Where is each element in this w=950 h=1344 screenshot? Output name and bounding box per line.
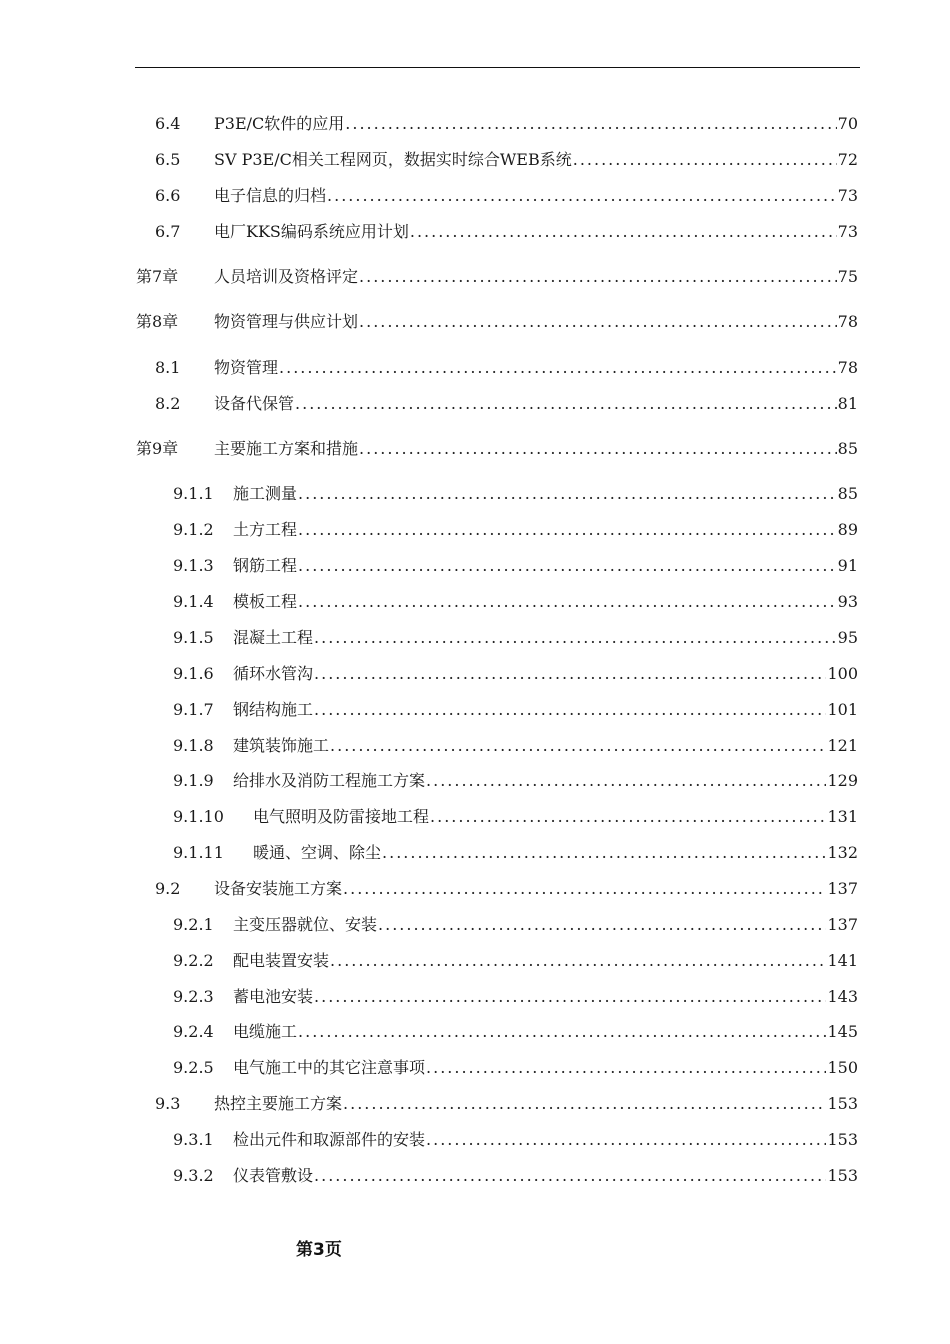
toc-entry-number: 9.2.2 xyxy=(173,951,214,970)
toc-entry-number: 9.1.7 xyxy=(173,700,214,719)
toc-entry[interactable] xyxy=(173,947,858,971)
toc-entry-title: 电缆施工 xyxy=(233,1022,298,1041)
toc-entry[interactable] xyxy=(173,660,858,684)
toc-dot-leader xyxy=(314,987,826,1007)
toc-dot-leader xyxy=(359,439,837,459)
toc-entry[interactable] xyxy=(136,308,858,332)
toc-entry-page: 85 xyxy=(837,484,858,503)
toc-entry-number: 9.3 xyxy=(155,1094,181,1113)
toc-entry-title: 主要施工方案和措施 xyxy=(214,439,359,458)
toc-entry-title: 配电装置安装 xyxy=(233,951,330,970)
toc-entry-number: 8.1 xyxy=(155,358,181,377)
toc-dot-leader xyxy=(298,520,837,540)
toc-entry-page: 89 xyxy=(837,520,858,539)
toc-entry[interactable] xyxy=(173,1126,858,1150)
toc-dot-leader xyxy=(279,358,837,378)
toc-entry[interactable] xyxy=(155,110,858,134)
toc-entry-title: 蓄电池安装 xyxy=(233,987,314,1006)
toc-entry-page: 73 xyxy=(837,222,858,241)
toc-entry-page: 131 xyxy=(827,807,858,826)
toc-entry-title: 给排水及消防工程施工方案 xyxy=(233,771,426,790)
toc-entry-number: 9.1.6 xyxy=(173,664,214,683)
toc-entry-page: 93 xyxy=(837,592,858,611)
toc-entry-number: 9.1.2 xyxy=(173,520,214,539)
toc-entry-page: 85 xyxy=(837,439,858,458)
toc-dot-leader xyxy=(314,664,826,684)
toc-entry-title: 电气照明及防雷接地工程 xyxy=(253,807,430,826)
toc-entry-title: 设备安装施工方案 xyxy=(214,879,343,898)
toc-entry[interactable] xyxy=(173,1162,858,1186)
toc-entry[interactable] xyxy=(136,435,858,459)
toc-entry-title: SV P3E/C相关工程网页，数据实时综合WEB系统 xyxy=(214,150,572,169)
toc-dot-leader xyxy=(314,628,837,648)
toc-entry-number: 9.1.8 xyxy=(173,736,214,755)
toc-entry-page: 73 xyxy=(837,186,858,205)
toc-entry-page: 95 xyxy=(837,628,858,647)
toc-entry-number: 9.1.1 xyxy=(173,484,214,503)
toc-entry-title: 物资管理与供应计划 xyxy=(214,312,359,331)
toc-entry[interactable] xyxy=(173,480,858,504)
toc-entry-number: 6.4 xyxy=(155,114,181,133)
toc-entry-title: 循环水管沟 xyxy=(233,664,314,683)
toc-entry-page: 72 xyxy=(837,150,858,169)
toc-entry-number: 8.2 xyxy=(155,394,181,413)
toc-entry-number: 9.1.11 xyxy=(173,843,224,862)
toc-entry-page: 78 xyxy=(837,312,858,331)
toc-dot-leader xyxy=(298,1022,826,1042)
toc-entry-number: 6.5 xyxy=(155,150,181,169)
toc-entry-title: 人员培训及资格评定 xyxy=(214,267,359,286)
toc-entry-number: 6.6 xyxy=(155,186,181,205)
toc-entry-title: 混凝土工程 xyxy=(233,628,314,647)
toc-dot-leader xyxy=(343,1094,826,1114)
toc-dot-leader xyxy=(345,114,836,134)
toc-entry[interactable] xyxy=(173,839,858,863)
toc-dot-leader xyxy=(298,556,837,576)
toc-entry-number: 9.2.3 xyxy=(173,987,214,1006)
toc-entry[interactable] xyxy=(173,767,858,791)
toc-entry-page: 78 xyxy=(837,358,858,377)
toc-entry-title: 电气施工中的其它注意事项 xyxy=(233,1058,426,1077)
toc-entry-page: 91 xyxy=(837,556,858,575)
toc-entry[interactable] xyxy=(173,983,858,1007)
toc-entry[interactable] xyxy=(173,1054,858,1078)
toc-entry-number: 9.1.10 xyxy=(173,807,224,826)
toc-entry-page: 132 xyxy=(827,843,858,862)
toc-entry[interactable] xyxy=(173,588,858,612)
header-rule xyxy=(135,67,860,68)
toc-entry-number: 9.2 xyxy=(155,879,181,898)
toc-entry-number: 6.7 xyxy=(155,222,181,241)
toc-entry[interactable] xyxy=(173,516,858,540)
toc-dot-leader xyxy=(314,700,826,720)
toc-dot-leader xyxy=(330,951,826,971)
toc-dot-leader xyxy=(359,312,837,332)
toc-entry-title: 设备代保管 xyxy=(214,394,295,413)
toc-entry-title: 主变压器就位、安装 xyxy=(233,915,378,934)
toc-entry-number: 9.3.2 xyxy=(173,1166,214,1185)
toc-entry[interactable] xyxy=(155,354,858,378)
toc-entry-number: 9.1.3 xyxy=(173,556,214,575)
toc-entry-title: 电厂KKS编码系统应用计划 xyxy=(214,222,409,241)
toc-entry-page: 141 xyxy=(827,951,858,970)
toc-entry-number: 第8章 xyxy=(136,312,179,331)
toc-entry[interactable] xyxy=(155,390,858,414)
toc-entry-page: 153 xyxy=(827,1130,858,1149)
toc-entry-page: 150 xyxy=(827,1058,858,1077)
toc-entry[interactable] xyxy=(136,263,858,287)
toc-dot-leader xyxy=(430,807,826,827)
toc-entry-page: 145 xyxy=(827,1022,858,1041)
toc-entry-number: 9.3.1 xyxy=(173,1130,214,1149)
toc-entry-title: 仪表管敷设 xyxy=(233,1166,314,1185)
toc-dot-leader xyxy=(573,150,837,170)
toc-entry-title: 电子信息的归档 xyxy=(214,186,327,205)
toc-entry[interactable] xyxy=(173,552,858,576)
toc-entry-number: 第9章 xyxy=(136,439,179,458)
page-footer: 第3页 xyxy=(296,1240,342,1260)
toc-entry-title: 施工测量 xyxy=(233,484,298,503)
toc-entry-page: 121 xyxy=(827,736,858,755)
toc-dot-leader xyxy=(382,843,826,863)
toc-entry-number: 9.2.5 xyxy=(173,1058,214,1077)
toc-entry-title: 物资管理 xyxy=(214,358,279,377)
toc-entry[interactable] xyxy=(173,911,858,935)
toc-entry[interactable] xyxy=(155,1090,858,1114)
toc-dot-leader xyxy=(330,736,826,756)
toc-dot-leader xyxy=(426,771,826,791)
toc-entry-title: 土方工程 xyxy=(233,520,298,539)
toc-entry-number: 第7章 xyxy=(136,267,179,286)
toc-dot-leader xyxy=(426,1058,826,1078)
toc-entry-page: 137 xyxy=(827,915,858,934)
toc-dot-leader xyxy=(314,1166,826,1186)
toc-entry[interactable] xyxy=(173,1018,858,1042)
toc-entry[interactable] xyxy=(173,803,858,827)
toc-entry[interactable] xyxy=(155,875,858,899)
toc-entry-page: 70 xyxy=(837,114,858,133)
toc-entry-page: 137 xyxy=(827,879,858,898)
toc-entry[interactable] xyxy=(155,146,858,170)
toc-entry-page: 100 xyxy=(827,664,858,683)
toc-dot-leader xyxy=(327,186,837,206)
toc-entry-title: 暖通、空调、除尘 xyxy=(253,843,382,862)
toc-entry[interactable] xyxy=(155,182,858,206)
toc-entry-number: 9.1.4 xyxy=(173,592,214,611)
toc-entry[interactable] xyxy=(173,696,858,720)
toc-dot-leader xyxy=(298,484,837,504)
toc-dot-leader xyxy=(410,222,837,242)
toc-dot-leader xyxy=(426,1130,826,1150)
toc-entry-page: 75 xyxy=(837,267,858,286)
toc-entry-number: 9.1.9 xyxy=(173,771,214,790)
toc-dot-leader xyxy=(298,592,837,612)
toc-dot-leader xyxy=(343,879,826,899)
toc-dot-leader xyxy=(378,915,826,935)
toc-entry[interactable] xyxy=(173,732,858,756)
toc-entry-page: 129 xyxy=(827,771,858,790)
toc-entry-title: 检出元件和取源部件的安装 xyxy=(233,1130,426,1149)
toc-entry-page: 153 xyxy=(827,1166,858,1185)
toc-entry-page: 143 xyxy=(827,987,858,1006)
toc-entry-number: 9.1.5 xyxy=(173,628,214,647)
toc-entry-title: 钢结构施工 xyxy=(233,700,314,719)
toc-entry-number: 9.2.4 xyxy=(173,1022,214,1041)
toc-entry-title: 建筑装饰施工 xyxy=(233,736,330,755)
toc-entry-page: 101 xyxy=(827,700,858,719)
toc-entry[interactable] xyxy=(173,624,858,648)
toc-entry-title: 模板工程 xyxy=(233,592,298,611)
toc-entry-title: 热控主要施工方案 xyxy=(214,1094,343,1113)
toc-entry-title: 钢筋工程 xyxy=(233,556,298,575)
toc-dot-leader xyxy=(295,394,837,414)
toc-entry-page: 81 xyxy=(837,394,858,413)
toc-entry-page: 153 xyxy=(827,1094,858,1113)
toc-entry-title: P3E/C软件的应用 xyxy=(214,114,345,133)
toc-dot-leader xyxy=(359,267,837,287)
toc-entry[interactable] xyxy=(155,218,858,242)
toc-entry-number: 9.2.1 xyxy=(173,915,214,934)
